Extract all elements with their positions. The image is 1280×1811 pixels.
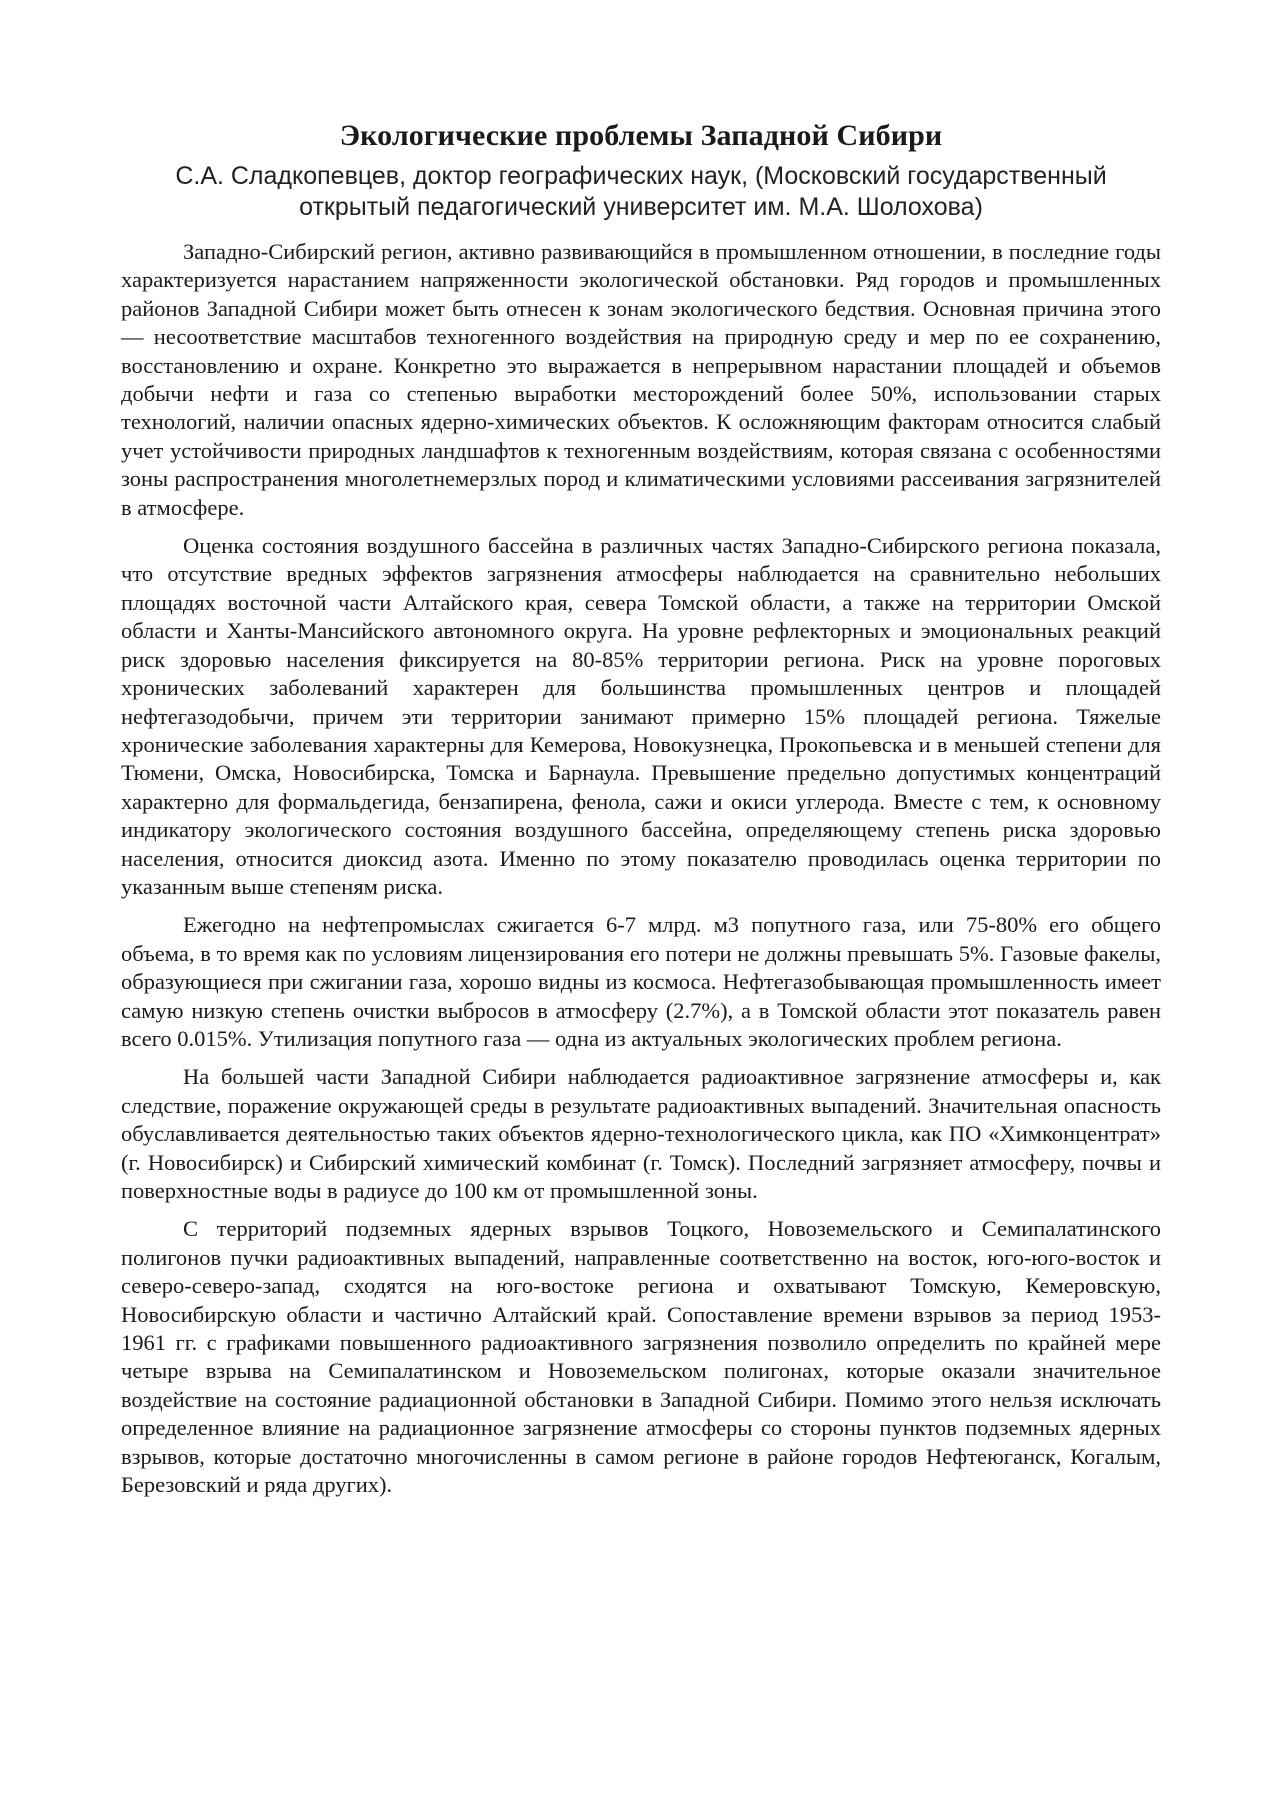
author-line: С.А. Сладкопевцев, доктор географических наук, (Московский государственный открытый педагогический университет им. М.А. Шолохова) <box>175 162 1107 221</box>
document-page <box>121 118 1161 1509</box>
paragraph-3: Ежегодно на нефтепромыслах сжигается 6-7 млрд. м3 попутного газа, или 75-80% его общего объема, в то время как по условиям лицензирования его потери не должны превышать 5%. Газовые факелы, образующиеся при сжигании газа, хорошо видны из космоса. Нефтегазобывающая промышленность имеет самую низкую степень очистки выбросов в атмосферу (2.7%), а в Томской области этот показатель равен всего 0.015%. Утилизация попутного газа — одна из актуальных экологических проблем региона. <box>121 912 1161 1051</box>
paragraph-4: На большей части Западной Сибири наблюдается радиоактивное загрязнение атмосферы и, как следствие, поражение окружающей среды в результате радиоактивных выпадений. Значительная опасность обуславливается деятельностью таких объектов ядерно-технологического цикла, как ПО «Химконцентрат» (г. Новосибирск) и Сибирский химический комбинат (г. Томск). Последний загрязняет атмосферу, почвы и поверхностные воды в радиусе до 100 км от промышленной зоны. <box>121 1064 1161 1203</box>
document-title: Экологические проблемы Западной Сибири <box>339 119 943 152</box>
paragraph-2: Оценка состояния воздушного бассейна в различных частях Западно-Сибирского региона показала, что отсутствие вредных эффектов загрязнения атмосферы наблюдается на сравнительно небольших площадях восточной части Алтайского края, севера Томской области, а также на территории Омской области и Ханты-Мансийского автономного округа. На уровне рефлекторных и эмоциональных реакций риск здоровью населения фиксируется на 80-85% территории региона. Риск на уровне пороговых хронических заболеваний характерен для большинства промышленных центров и площадей нефтегазодобычи, причем эти территории занимают примерно 15% площадей региона. Тяжелые хронические заболевания характерны для Кемерова, Новокузнецка, Прокопьевска и в меньшей степени для Тюмени, Омска, Новосибирска, Томска и Барнаула. Превышение предельно допустимых концентраций характерно для формальдегида, бензапирена, фенола, сажи и окиси углерода. Вместе с тем, к основному индикатору экологического состояния воздушного бассейна, определяющему степень риска здоровью населения, относится диоксид азота. Именно по этому показателю проводилась оценка территории по указанным выше степеням риска. <box>121 533 1161 899</box>
paragraph-1: Западно-Сибирский регион, активно развивающийся в промышленном отношении, в последние годы характеризуется нарастанием напряженности экологической обстановки. Ряд городов и промышленных районов Западной Сибири может быть отнесен к зонам экологического бедствия. Основная причина этого — несоответствие масштабов техногенного воздействия на природную среду и мер по ее сохранению, восстановлению и охране. Конкретно это выражается в непрерывном нарастании площадей и объемов добычи нефти и газа со степенью выработки месторождений более 50%, использовании старых технологий, наличии опасных ядерно-химических объектов. К осложняющим факторам относится слабый учет устойчивости природных ландшафтов к техногенным воздействиям, которая связана с особенностями зоны распространения многолетнемерзлых пород и климатическими условиями рассеивания загрязнителей в атмосфере. <box>121 239 1161 520</box>
paragraph-5: С территорий подземных ядерных взрывов Тоцкого, Новоземельского и Семипалатинского полигонов пучки радиоактивных выпадений, направленные соответственно на восток, юго-юго-восток и северо-северо-запад, сходятся на юго-востоке региона и охватывают Томскую, Кемеровскую, Новосибирскую области и частично Алтайский край. Сопоставление времени взрывов за период 1953- 1961 гг. с графиками повышенного радиоактивного загрязнения позволило определить по крайней мере четыре взрыва на Семипалатинском и Новоземельском полигонах, которые оказали значительное воздействие на состояние радиационной обстановки в Западной Сибири. Помимо этого нельзя исключать определенное влияние на радиационное загрязнение атмосферы со стороны пунктов подземных ядерных взрывов, которые достаточно многочисленны в самом регионе в районе городов Нефтеюганск, Когалым, Березовский и ряда других). <box>121 1216 1161 1498</box>
